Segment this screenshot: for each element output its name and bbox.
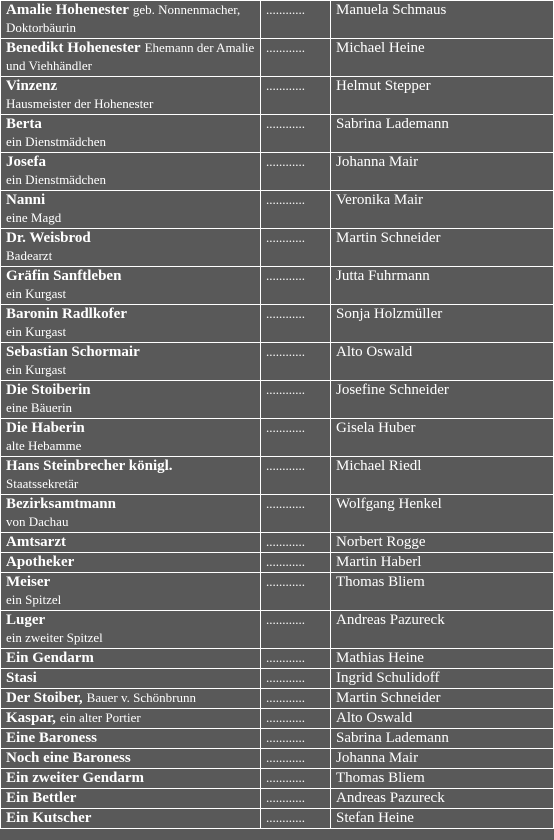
cast-row [0, 669, 554, 689]
actor-name: Martin Haberl [331, 553, 554, 573]
role-description: Ehemann der Amalie und Viehhändler [6, 40, 255, 73]
cast-row [0, 0, 554, 39]
role-cell [0, 729, 261, 749]
role-cell [0, 611, 261, 649]
role-description: ein alter Portier [59, 710, 141, 725]
role-name: Baronin Radlkofer [6, 306, 127, 322]
cast-row [0, 153, 554, 191]
role-cell [0, 115, 261, 153]
dot-leader: ............ [261, 669, 331, 689]
role-name: Apotheker [6, 554, 75, 570]
cast-row [0, 191, 554, 229]
role-name: Amalie Hohenester [6, 2, 129, 18]
role-cell [0, 457, 261, 495]
dot-leader: ............ [261, 457, 331, 495]
role-name: Der Stoiber, [6, 690, 83, 706]
cast-row [0, 229, 554, 267]
actor-name: Helmut Stepper [331, 77, 554, 115]
cast-row [0, 267, 554, 305]
cast-row [0, 77, 554, 115]
cast-row [0, 809, 554, 829]
actor-name: Andreas Pazureck [331, 611, 554, 649]
role-cell [0, 809, 261, 829]
dot-leader: ............ [261, 343, 331, 381]
dot-leader: ............ [261, 191, 331, 229]
actor-name: Johanna Mair [331, 749, 554, 769]
role-description: ein Kurgast [6, 324, 67, 339]
role-cell [0, 789, 261, 809]
cast-row [0, 343, 554, 381]
cast-row [0, 769, 554, 789]
role-name: Meiser [6, 574, 51, 590]
dot-leader: ............ [261, 611, 331, 649]
dot-leader: ............ [261, 709, 331, 729]
role-cell [0, 573, 261, 611]
actor-name: Wolfgang Henkel [331, 495, 554, 533]
cast-row [0, 533, 554, 553]
cast-row [0, 39, 554, 77]
cast-row [0, 611, 554, 649]
dot-leader: ............ [261, 573, 331, 611]
role-description: ein Dienstmädchen [6, 172, 106, 187]
role-cell [0, 709, 261, 729]
cast-row [0, 709, 554, 729]
role-name: Ein zweiter Gendarm [6, 770, 145, 786]
role-name: Eine Baroness [6, 730, 97, 746]
cast-row [0, 649, 554, 669]
dot-leader: ............ [261, 381, 331, 419]
role-description: ein Spitzel [6, 592, 62, 607]
role-name: Amtsarzt [6, 534, 66, 550]
role-cell [0, 0, 261, 39]
actor-name: Martin Schneider [331, 229, 554, 267]
role-cell [0, 305, 261, 343]
actor-name: Martin Schneider [331, 689, 554, 709]
role-description: Hausmeister der Hohenester [6, 96, 154, 111]
actor-name: Michael Heine [331, 39, 554, 77]
dot-leader: ............ [261, 115, 331, 153]
actor-name: Ingrid Schulidoff [331, 669, 554, 689]
actor-name: Sabrina Lademann [331, 729, 554, 749]
actor-name: Norbert Rogge [331, 533, 554, 553]
role-name: Josefa [6, 154, 46, 170]
role-description: Bauer v. Schönbrunn [86, 690, 196, 705]
actor-name: Johanna Mair [331, 153, 554, 191]
dot-leader: ............ [261, 153, 331, 191]
actor-name: Jutta Fuhrmann [331, 267, 554, 305]
role-description: Badearzt [6, 248, 53, 263]
actor-name: Josefine Schneider [331, 381, 554, 419]
actor-name: Thomas Bliem [331, 573, 554, 611]
role-name: Dr. Weisbrod [6, 230, 91, 246]
cast-row [0, 381, 554, 419]
role-cell [0, 381, 261, 419]
role-cell [0, 669, 261, 689]
role-cell [0, 77, 261, 115]
dot-leader: ............ [261, 553, 331, 573]
role-description: alte Hebamme [6, 438, 82, 453]
cast-row [0, 729, 554, 749]
dot-leader: ............ [261, 649, 331, 669]
cast-row [0, 789, 554, 809]
role-name: Gräfin Sanftleben [6, 268, 122, 284]
dot-leader: ............ [261, 769, 331, 789]
role-name: Ein Bettler [6, 790, 77, 806]
role-cell [0, 553, 261, 573]
role-name: Ein Kutscher [6, 810, 92, 826]
role-cell [0, 769, 261, 789]
role-cell [0, 495, 261, 533]
dot-leader: ............ [261, 689, 331, 709]
role-cell [0, 533, 261, 553]
role-description: geb. Nonnenmacher, Doktorbäurin [6, 2, 241, 35]
role-name: Luger [6, 612, 46, 628]
cast-row [0, 457, 554, 495]
role-cell [0, 267, 261, 305]
dot-leader: ............ [261, 39, 331, 77]
role-cell [0, 343, 261, 381]
dot-leader: ............ [261, 789, 331, 809]
actor-name: Manuela Schmaus [331, 0, 554, 39]
role-name: Stasi [6, 670, 37, 686]
role-name: Die Haberin [6, 420, 85, 436]
dot-leader: ............ [261, 0, 331, 39]
actor-name: Alto Oswald [331, 709, 554, 729]
role-name: Berta [6, 116, 42, 132]
role-cell [0, 229, 261, 267]
role-name: Sebastian Schormair [6, 344, 140, 360]
role-name: Vinzenz [6, 78, 58, 94]
role-cell [0, 749, 261, 769]
dot-leader: ............ [261, 809, 331, 829]
actor-name: Sabrina Lademann [331, 115, 554, 153]
cast-row [0, 749, 554, 769]
actor-name: Thomas Bliem [331, 769, 554, 789]
dot-leader: ............ [261, 305, 331, 343]
role-description: ein Kurgast [6, 362, 67, 377]
role-name: Benedikt Hohenester [6, 40, 141, 56]
role-name: Kaspar, [6, 710, 56, 726]
cast-row [0, 115, 554, 153]
actor-name: Sonja Holzmüller [331, 305, 554, 343]
role-cell [0, 649, 261, 669]
cast-row [0, 689, 554, 709]
role-name: Ein Gendarm [6, 650, 94, 666]
role-cell [0, 689, 261, 709]
role-description: ein Dienstmädchen [6, 134, 106, 149]
role-name: Hans Steinbrecher königl. [6, 458, 173, 474]
dot-leader: ............ [261, 729, 331, 749]
role-description: Staatssekretär [6, 476, 79, 491]
actor-name: Gisela Huber [331, 419, 554, 457]
actor-name: Stefan Heine [331, 809, 554, 829]
role-name: Nanni [6, 192, 46, 208]
dot-leader: ............ [261, 495, 331, 533]
role-cell [0, 419, 261, 457]
role-name: Die Stoiberin [6, 382, 91, 398]
role-description: eine Magd [6, 210, 62, 225]
role-description: von Dachau [6, 514, 69, 529]
role-description: eine Bäuerin [6, 400, 73, 415]
dot-leader: ............ [261, 77, 331, 115]
role-cell [0, 191, 261, 229]
role-cell [0, 39, 261, 77]
role-cell [0, 153, 261, 191]
actor-name: Michael Riedl [331, 457, 554, 495]
cast-row [0, 553, 554, 573]
role-name: Noch eine Baroness [6, 750, 131, 766]
role-description: ein zweiter Spitzel [6, 630, 103, 645]
actor-name: Mathias Heine [331, 649, 554, 669]
actor-name: Veronika Mair [331, 191, 554, 229]
role-description: ein Kurgast [6, 286, 67, 301]
cast-row [0, 495, 554, 533]
role-name: Bezirksamtmann [6, 496, 116, 512]
dot-leader: ............ [261, 267, 331, 305]
cast-row [0, 419, 554, 457]
dot-leader: ............ [261, 229, 331, 267]
cast-row [0, 305, 554, 343]
actor-name: Alto Oswald [331, 343, 554, 381]
dot-leader: ............ [261, 419, 331, 457]
cast-row [0, 573, 554, 611]
dot-leader: ............ [261, 749, 331, 769]
dot-leader: ............ [261, 533, 331, 553]
actor-name: Andreas Pazureck [331, 789, 554, 809]
